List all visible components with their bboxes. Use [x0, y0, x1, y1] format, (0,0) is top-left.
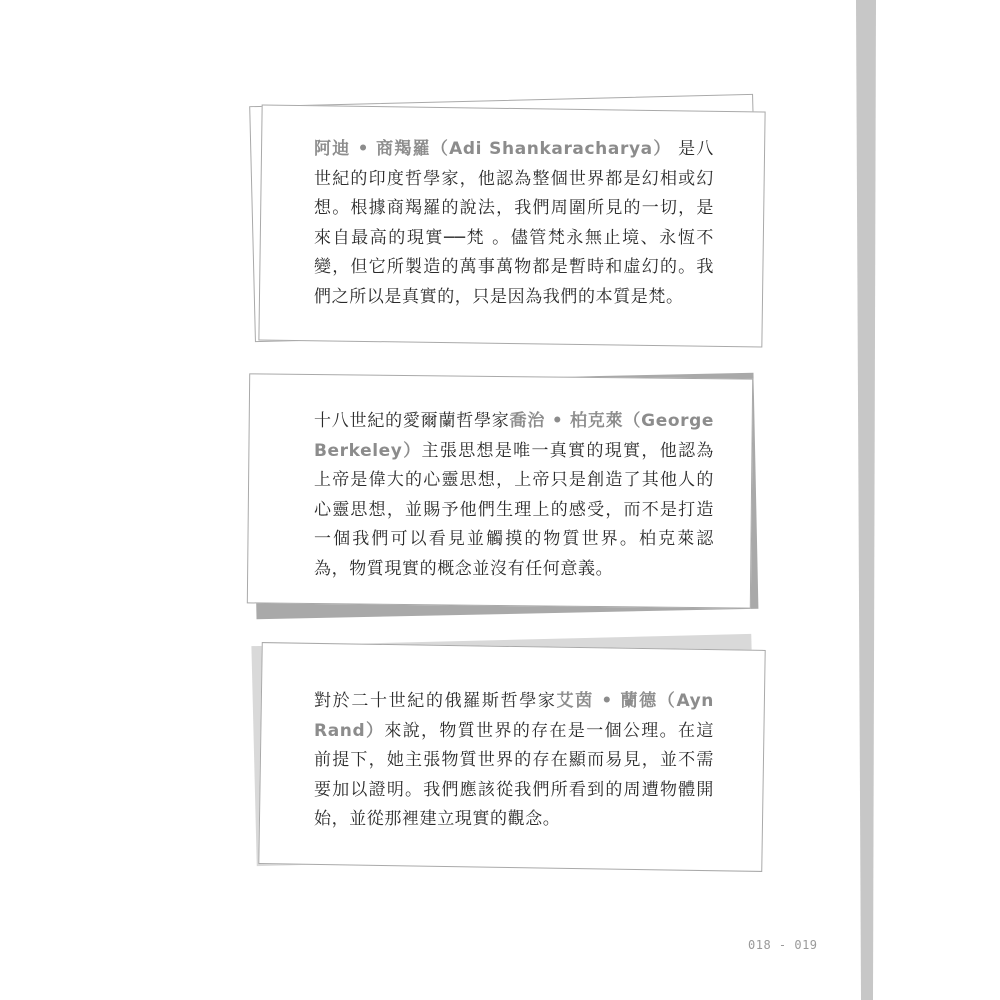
- philosopher-name: 阿迪 • 商羯羅（Adi Shankaracharya）: [314, 139, 672, 159]
- card-text: [314, 135, 714, 312]
- card-text: [314, 407, 714, 584]
- book-spine: [856, 0, 876, 1000]
- card-text: [314, 687, 714, 835]
- page-number: 018 - 019: [748, 938, 818, 952]
- body-text: 對於二十世紀的俄羅斯哲學家: [314, 691, 557, 711]
- philosopher-name: 喬治 • 柏克萊（George Berkeley）: [314, 411, 714, 461]
- body-text: 來說，物質世界的存在是一個公理。在這前提下，她主張物質世界的存在顯而易見，並不需要加以證明。我們應該從我們所看到的周遭物體開始，並從那裡建立現實的觀念。: [314, 720, 714, 829]
- body-text: 主張思想是唯一真實的現實，他認為上帝是偉大的心靈思想，上帝只是創造了其他人的心靈思想，並賜予他們生理上的感受，而不是打造一個我們可以看見並觸摸的物質世界。柏克萊認為，物質現實的概念並沒有任何意義。: [314, 440, 714, 579]
- body-text: 是八世紀的印度哲學家，他認為整個世界都是幻相或幻想。根據商羯羅的說法，我們周圍所見的一切，是來自最高的現實──梵 。儘管梵永無止境、永恆不變，但它所製造的萬事萬物都是暫時和虛幻的。我們之所以是真實的，只是因為我們的本質是梵。: [314, 139, 714, 307]
- body-text: 十八世紀的愛爾蘭哲學家: [314, 411, 510, 431]
- philosopher-name: 艾茵 • 蘭德（Ayn Rand）: [314, 691, 714, 741]
